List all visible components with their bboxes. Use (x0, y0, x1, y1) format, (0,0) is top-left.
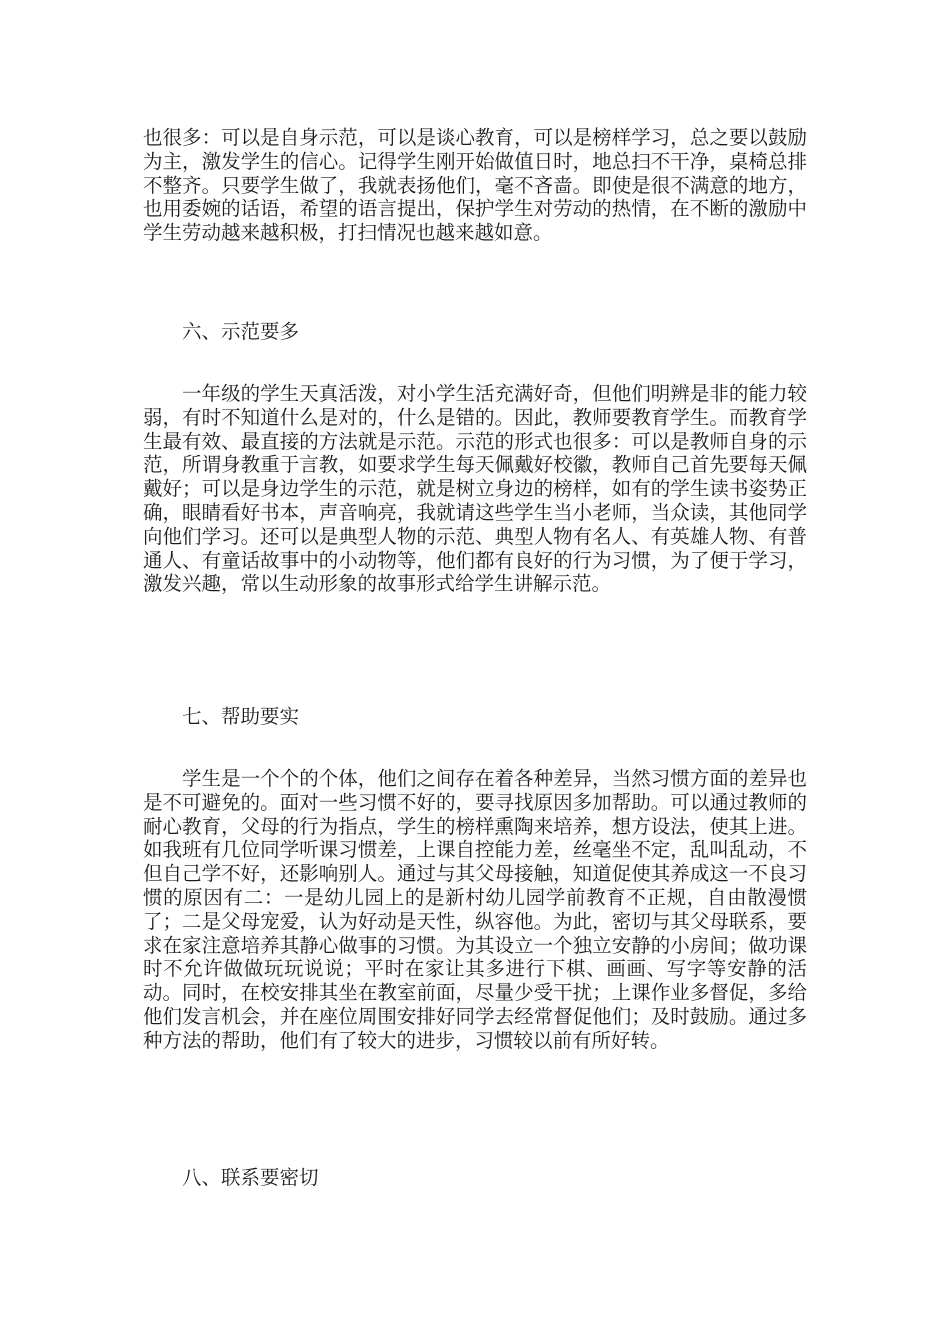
section-heading-six: 六、示范要多 (182, 320, 300, 343)
section-heading-seven: 七、帮助要实 (182, 705, 300, 728)
section-heading-eight: 八、联系要密切 (182, 1166, 319, 1189)
body-paragraph: 一年级的学生天真活泼，对小学生活充满好奇，但他们明辨是非的能力较弱，有时不知道什么是对的，什么是错的。因此，教师要教育学生。而教育学生最有效、最直接的方法就是示范。示范的形式也很多：可以是教师自身的示范，所谓身教重于言教，如要求学生每天佩戴好校徽，教师自己首先要每天佩戴好；可以是身边学生的示范，就是树立身边的榜样，如有的学生读书姿势正确，眼睛看好书本，声音响亮，我就请这些学生当小老师，当众读，其他同学向他们学习。还可以是典型人物的示范、典型人物有名人、有英雄人物、有普通人、有童话故事中的小动物等，他们都有良好的行为习惯，为了便于学习，激发兴趣，常以生动形象的故事形式给学生讲解示范。 (143, 382, 807, 596)
body-paragraph: 学生是一个个的个体，他们之间存在着各种差异，当然习惯方面的差异也是不可避免的。面对一些习惯不好的，要寻找原因多加帮助。可以通过教师的耐心教育，父母的行为指点，学生的榜样熏陶来培养，想方设法，使其上进。如我班有几位同学听课习惯差，上课自控能力差，丝毫坐不定，乱叫乱动，不但自己学不好，还影响别人。通过与其父母接触，知道促使其养成这一不良习惯的原因有二：一是幼儿园上的是新村幼儿园学前教育不正规，自由散漫惯了；二是父母宠爱，认为好动是天性，纵容他。为此，密切与其父母联系，要求在家注意培养其静心做事的习惯。为其设立一个独立安静的小房间；做功课时不允许做做玩玩说说；平时在家让其多进行下棋、画画、写字等安静的活动。同时，在校安排其坐在教室前面，尽量少受干扰；上课作业多督促，多给他们发言机会，并在座位周围安排好同学去经常督促他们；及时鼓励。通过多种方法的帮助，他们有了较大的进步，习惯较以前有所好转。 (143, 767, 807, 1052)
body-paragraph: 也很多：可以是自身示范，可以是谈心教育，可以是榜样学习，总之要以鼓励为主，激发学生的信心。记得学生刚开始做值日时，地总扫不干净，桌椅总排不整齐。只要学生做了，我就表扬他们，毫不吝啬。即使是很不满意的地方，也用委婉的话语，希望的语言提出，保护学生对劳动的热情，在不断的激励中学生劳动越来越积极，打扫情况也越来越如意。 (143, 126, 807, 245)
